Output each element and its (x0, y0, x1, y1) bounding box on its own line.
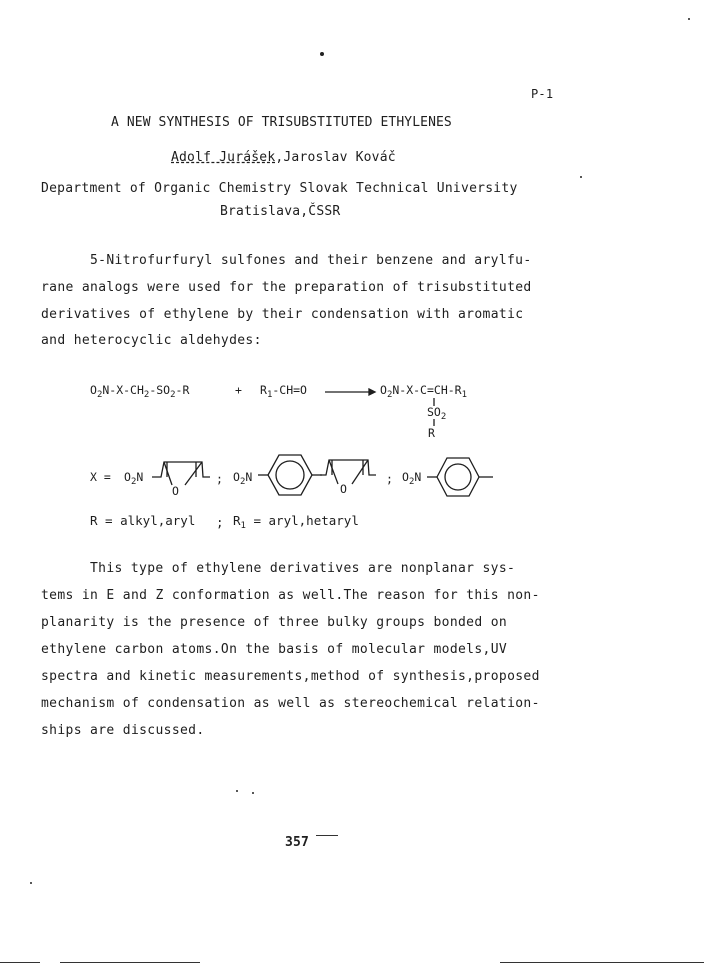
product-r-group: R (428, 426, 435, 440)
r1-definition: $R_1$ = aryl,hetaryl (233, 513, 359, 531)
authors (171, 150, 396, 165)
reaction-arrow (325, 388, 375, 398)
paragraph-line: spectra and kinetic measurements,method of synthesis,proposed (41, 669, 540, 684)
plus-sign: + (235, 383, 242, 397)
affiliation-line-1: Department of Organic Chemistry Slovak Technical University (41, 181, 518, 196)
furan-ring (150, 456, 212, 496)
nitro-group: $O_2N$ (233, 470, 253, 487)
scan-edge-line (500, 962, 704, 963)
r-definition: R = alkyl,aryl (90, 513, 196, 528)
paragraph-line: mechanism of condensation as well as stereochemical relation- (41, 696, 540, 711)
paragraph-line: ships are discussed. (41, 723, 205, 738)
co-author: ,Jaroslav Kováč (275, 150, 396, 165)
reactant-1: $O_2N-X-CH_2-SO_2-R$ (90, 383, 190, 400)
benzene-ring (258, 450, 322, 500)
separator: ; (216, 515, 224, 530)
separator: ; (216, 472, 223, 486)
page-id: P-1 (531, 87, 554, 101)
furan-ring (320, 456, 378, 496)
reactant-2: $R_1-CH=O$ (260, 383, 307, 400)
nitro-group: $O_2N$ (124, 470, 144, 487)
scan-edge-line (0, 962, 40, 963)
ink-speck (252, 792, 254, 794)
nitro-group: $O_2N$ (402, 470, 422, 487)
ink-speck (688, 18, 690, 20)
paragraph-line: ethylene carbon atoms.On the basis of molecular models,UV (41, 642, 508, 657)
paragraph-line: This type of ethylene derivatives are nonplanar sys- (90, 561, 516, 576)
product: $O_2N-X-C=CH-R_1$ (380, 383, 468, 400)
paragraph-line: and heterocyclic aldehydes: (41, 333, 262, 348)
page-number: 357 (285, 835, 310, 850)
x-label: X = (90, 470, 111, 484)
benzene-ring (427, 454, 495, 500)
paragraph-line: 5-Nitrofurfuryl sulfones and their benzene and arylfu- (90, 253, 532, 268)
ink-speck (236, 790, 238, 792)
ink-speck (30, 882, 32, 884)
separator: ; (386, 472, 393, 486)
paragraph-line: derivatives of ethylene by their condensation with aromatic (41, 307, 524, 322)
paragraph-line: tems in E and Z conformation as well.The reason for this non- (41, 588, 540, 603)
product-sulfonyl: $SO_2$ (427, 405, 447, 422)
presenting-author: Adolf Jurášek (171, 150, 276, 165)
ink-speck (580, 176, 582, 178)
ink-speck (320, 52, 324, 56)
scan-edge-line (60, 962, 200, 963)
paragraph-line: planarity is the presence of three bulky groups bonded on (41, 615, 508, 630)
ring-oxygen: O (340, 482, 347, 496)
scan-mark (316, 835, 338, 836)
paper-title: A NEW SYNTHESIS OF TRISUBSTITUTED ETHYLENES (111, 115, 452, 130)
product-bond (432, 419, 436, 426)
paragraph-line: rane analogs were used for the preparation of trisubstituted (41, 280, 532, 295)
affiliation-line-2: Bratislava,ČSSR (220, 204, 341, 219)
ring-oxygen: O (172, 484, 179, 498)
